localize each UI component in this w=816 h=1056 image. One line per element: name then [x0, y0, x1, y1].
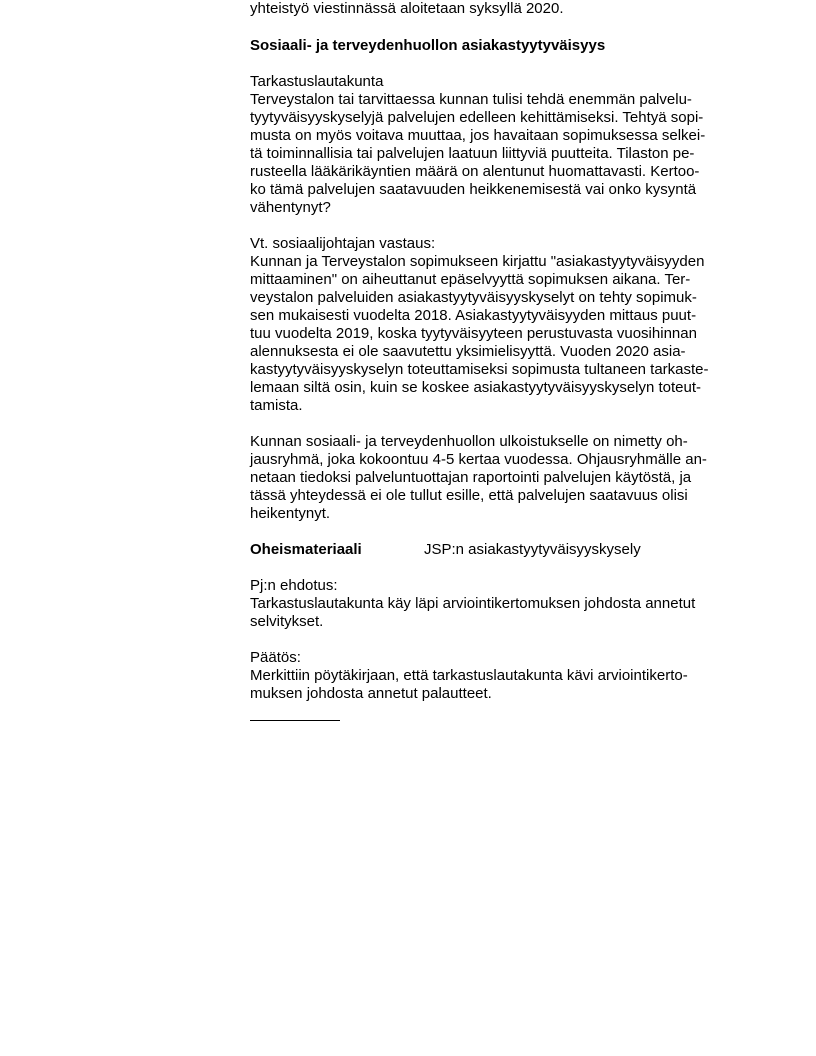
attachment-label: Oheismateriaali	[250, 541, 362, 558]
text-line: musta on myös voitava muuttaa, jos havaitaan sopimuksessa selkei-	[250, 127, 706, 144]
text-line: yhteistyö viestinnässä aloitetaan syksyllä 2020.	[250, 0, 564, 17]
text-line: tuu vuodelta 2019, koska tyytyväisyyteen perustuvasta vuosihinnan	[250, 325, 697, 342]
text-line: kastyytyväisyyskyselyn toteuttamiseksi sopimusta tultaneen tarkaste-	[250, 361, 709, 378]
text-line: tyytyväisyyskyselyjä palvelujen edelleen kehittämiseksi. Tehtyä sopi-	[250, 109, 704, 126]
text-line: ko tämä palvelujen saatavuuden heikkenemisestä vai onko kysyntä	[250, 181, 697, 198]
steering-group-paragraph	[250, 433, 750, 523]
text-line: tässä yhteydessä ei ole tullut esille, että palvelujen saatavuus olisi	[250, 487, 688, 504]
proposal-label: Pj:n ehdotus:	[250, 577, 338, 594]
board-question-label: Tarkastuslautakunta	[250, 73, 384, 90]
text-line: rusteella lääkärikäyntien määrä on alentunut huomattavasti. Kertoo-	[250, 163, 700, 180]
section-end-rule	[250, 720, 340, 721]
director-answer-label: Vt. sosiaalijohtajan vastaus:	[250, 235, 436, 252]
text-line: muksen johdosta annetut palautteet.	[250, 685, 492, 702]
text-line: heikentynyt.	[250, 505, 331, 522]
text-line: selvitykset.	[250, 613, 324, 630]
text-line: Kunnan ja Terveystalon sopimukseen kirjattu "asiakastyytyväisyyden	[250, 253, 705, 270]
attachment-value: JSP:n asiakastyytyväisyyskysely	[424, 541, 641, 558]
director-answer	[250, 235, 750, 415]
chair-proposal	[250, 577, 750, 631]
decision	[250, 649, 750, 703]
text-line: netaan tiedoksi palveluntuottajan raportointi palvelujen käytöstä, ja	[250, 469, 692, 486]
board-question	[250, 73, 750, 217]
text-line: Merkittiin pöytäkirjaan, että tarkastuslautakunta kävi arviointikerto-	[250, 667, 688, 684]
text-line: Tarkastuslautakunta käy läpi arviointikertomuksen johdosta annetut	[250, 595, 696, 612]
attachment-row	[250, 541, 750, 559]
document-body	[250, 0, 750, 721]
decision-label: Päätös:	[250, 649, 301, 666]
text-line: mittaaminen" on aiheuttanut epäselvyyttä sopimuksen aikana. Ter-	[250, 271, 691, 288]
text-line: vähentynyt?	[250, 199, 331, 216]
text-line: Terveystalon tai tarvittaessa kunnan tulisi tehdä enemmän palvelu-	[250, 91, 692, 108]
intro-paragraph	[250, 0, 750, 18]
text-line: lemaan siltä osin, kuin se koskee asiakastyytyväisyyskyselyn toteut-	[250, 379, 702, 396]
text-line: Kunnan sosiaali- ja terveydenhuollon ulkoistukselle on nimetty oh-	[250, 433, 688, 450]
text-line: sen mukaisesti vuodelta 2018. Asiakastyytyväisyyden mittaus puut-	[250, 307, 697, 324]
text-line: jausryhmä, joka kokoontuu 4-5 kertaa vuodessa. Ohjausryhmälle an-	[250, 451, 707, 468]
text-line: alennuksesta ei ole saavutettu yksimielisyyttä. Vuoden 2020 asia-	[250, 343, 686, 360]
text-line: tä toiminnallisia tai palvelujen laatuun liittyviä puutteita. Tilaston pe-	[250, 145, 695, 162]
text-line: tamista.	[250, 397, 303, 414]
text-line: veystalon palveluiden asiakastyytyväisyyskyselyt on tehty sopimuk-	[250, 289, 697, 306]
section-heading: Sosiaali- ja terveydenhuollon asiakastyytyväisyys	[250, 37, 606, 54]
